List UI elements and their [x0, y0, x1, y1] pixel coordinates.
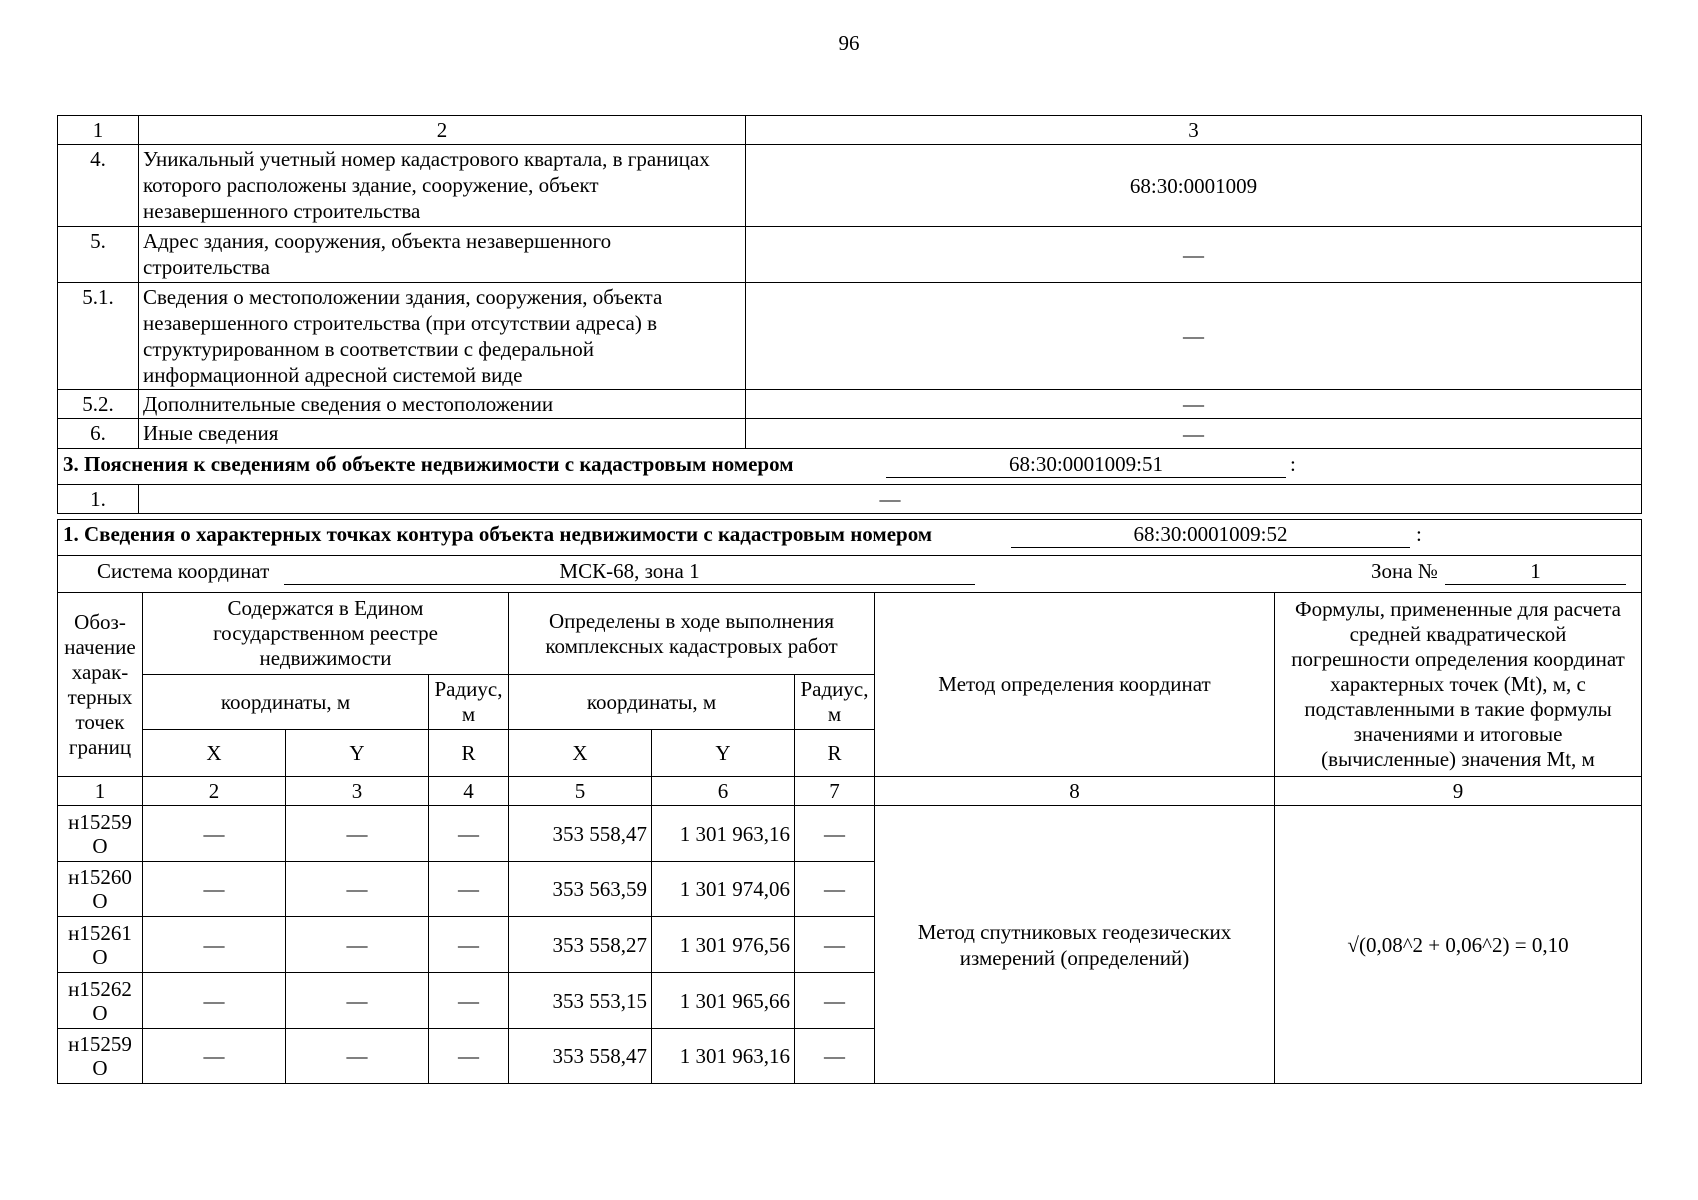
row-label: Уникальный учетный номер кадастрового квартала, в границах которого расположены здание, сооружение, объект незавершенного строительства — [139, 145, 746, 227]
egrn-y: — — [286, 1029, 429, 1084]
kkr-r: — — [795, 806, 875, 862]
column-number: 8 — [875, 777, 1275, 806]
kkr-r: — — [795, 862, 875, 917]
header-egrn-x: X — [143, 730, 286, 777]
point-row — [58, 806, 1642, 862]
header-kkr-radius: Радиус, м — [795, 675, 875, 730]
info-row-cadastral-quarter — [58, 145, 1642, 227]
header-kkr-r: R — [795, 730, 875, 777]
row-value: — — [746, 283, 1642, 390]
header-kkr-y: Y — [652, 730, 795, 777]
kkr-r: — — [795, 1029, 875, 1084]
column-number: 2 — [139, 116, 746, 145]
row-value: — — [746, 390, 1642, 419]
explanations-heading-row — [58, 449, 1642, 485]
header-kkr-coordinates: координаты, м — [509, 675, 795, 730]
explanations-row — [58, 485, 1642, 514]
row-number: 4. — [58, 145, 139, 227]
explanations-colon: : — [1290, 452, 1296, 476]
column-number: 4 — [429, 777, 509, 806]
info-row-other — [58, 419, 1642, 449]
egrn-x: — — [143, 862, 286, 917]
kkr-y: 1 301 963,16 — [652, 1029, 795, 1084]
points-table — [57, 519, 1642, 1084]
column-number: 3 — [746, 116, 1642, 145]
column-number: 9 — [1275, 777, 1642, 806]
point-name: н15262 О — [58, 973, 143, 1029]
header-row-1 — [58, 593, 1642, 675]
points-heading — [58, 520, 1642, 556]
egrn-r: — — [429, 917, 509, 973]
egrn-x: — — [143, 806, 286, 862]
coord-system-row — [58, 556, 1642, 593]
egrn-y: — — [286, 862, 429, 917]
kkr-y: 1 301 963,16 — [652, 806, 795, 862]
page-number: 96 — [838, 31, 860, 55]
explanations-heading — [58, 449, 1642, 485]
row-value: — — [746, 419, 1642, 449]
header-egrn: Содержатся в Едином государственном реестре недвижимости — [143, 593, 509, 675]
kkr-x: 353 558,47 — [509, 806, 652, 862]
point-name: н15261 О — [58, 917, 143, 973]
kkr-x: 353 558,47 — [509, 1029, 652, 1084]
point-name: н15259 О — [58, 1029, 143, 1084]
row-number: 5.2. — [58, 390, 139, 419]
column-number: 6 — [652, 777, 795, 806]
header-egrn-y: Y — [286, 730, 429, 777]
formula-value: √(0,08^2 + 0,06^2) = 0,10 — [1275, 806, 1642, 1084]
row-number: 6. — [58, 419, 139, 449]
column-number: 5 — [509, 777, 652, 806]
egrn-x: — — [143, 1029, 286, 1084]
header-point-designation: Обоз- начение харак- терных точек границ — [58, 593, 143, 777]
row-value: — — [746, 227, 1642, 283]
kkr-r: — — [795, 973, 875, 1029]
column-number: 1 — [58, 116, 139, 145]
object-info-table — [57, 115, 1642, 514]
egrn-r: — — [429, 806, 509, 862]
explanations-cadastral-number: 68:30:0001009:51 — [886, 451, 1286, 478]
egrn-y: — — [286, 806, 429, 862]
row-label: Сведения о местоположении здания, сооружения, объекта незавершенного строительства (при отсутствии адреса) в структурированном в соответствии с федеральной информационной адресной системой виде — [139, 283, 746, 390]
row-label: Дополнительные сведения о местоположении — [139, 390, 746, 419]
points-heading-row — [58, 520, 1642, 556]
points-title: 1. Сведения о характерных точках контура объекта недвижимости с кадастровым номером — [63, 522, 933, 546]
info-row-extra-location — [58, 390, 1642, 419]
info-row-location — [58, 283, 1642, 390]
kkr-x: 353 558,27 — [509, 917, 652, 973]
column-number: 1 — [58, 777, 143, 806]
row-number: 1. — [58, 485, 139, 514]
egrn-r: — — [429, 1029, 509, 1084]
points-colon: : — [1416, 522, 1422, 546]
header-method: Метод определения координат — [875, 593, 1275, 777]
coord-system-line — [58, 556, 1642, 593]
row-label: Иные сведения — [139, 419, 746, 449]
zone-label: Зона № — [1371, 559, 1438, 583]
row-label: Адрес здания, сооружения, объекта незавершенного строительства — [139, 227, 746, 283]
header-formula: Формулы, примененные для расчета средней квадратической погрешности определения координат характерных точек (Mt), м, с подставленными в такие формулы значениями и итоговые (вычисленные) значения Mt, м — [1275, 593, 1642, 777]
kkr-x: 353 553,15 — [509, 973, 652, 1029]
coord-system-value: МСК-68, зона 1 — [284, 558, 975, 585]
egrn-r: — — [429, 862, 509, 917]
egrn-x: — — [143, 917, 286, 973]
row-number: 5. — [58, 227, 139, 283]
header-egrn-radius: Радиус, м — [429, 675, 509, 730]
point-name: н15259 О — [58, 806, 143, 862]
column-number: 7 — [795, 777, 875, 806]
kkr-y: 1 301 965,66 — [652, 973, 795, 1029]
row-value: — — [139, 485, 1642, 514]
row-number: 5.1. — [58, 283, 139, 390]
row-value: 68:30:0001009 — [746, 145, 1642, 227]
explanations-title: 3. Пояснения к сведениям об объекте недвижимости с кадастровым номером — [63, 452, 794, 476]
point-name: н15260 О — [58, 862, 143, 917]
column-number: 3 — [286, 777, 429, 806]
kkr-r: — — [795, 917, 875, 973]
egrn-r: — — [429, 973, 509, 1029]
column-numbers-row — [58, 116, 1642, 145]
egrn-y: — — [286, 973, 429, 1029]
method-value: Метод спутниковых геодезических измерений (определений) — [875, 806, 1275, 1084]
points-cadastral-number: 68:30:0001009:52 — [1011, 521, 1410, 548]
points-column-numbers-row — [58, 777, 1642, 806]
header-kkr-x: X — [509, 730, 652, 777]
header-egrn-coordinates: координаты, м — [143, 675, 429, 730]
column-number: 2 — [143, 777, 286, 806]
kkr-x: 353 563,59 — [509, 862, 652, 917]
egrn-y: — — [286, 917, 429, 973]
kkr-y: 1 301 976,56 — [652, 917, 795, 973]
egrn-x: — — [143, 973, 286, 1029]
coord-system-label: Система координат — [97, 559, 270, 583]
zone-value: 1 — [1445, 558, 1626, 585]
info-row-address — [58, 227, 1642, 283]
kkr-y: 1 301 974,06 — [652, 862, 795, 917]
header-egrn-r: R — [429, 730, 509, 777]
header-kkr: Определены в ходе выполнения комплексных кадастровых работ — [509, 593, 875, 675]
